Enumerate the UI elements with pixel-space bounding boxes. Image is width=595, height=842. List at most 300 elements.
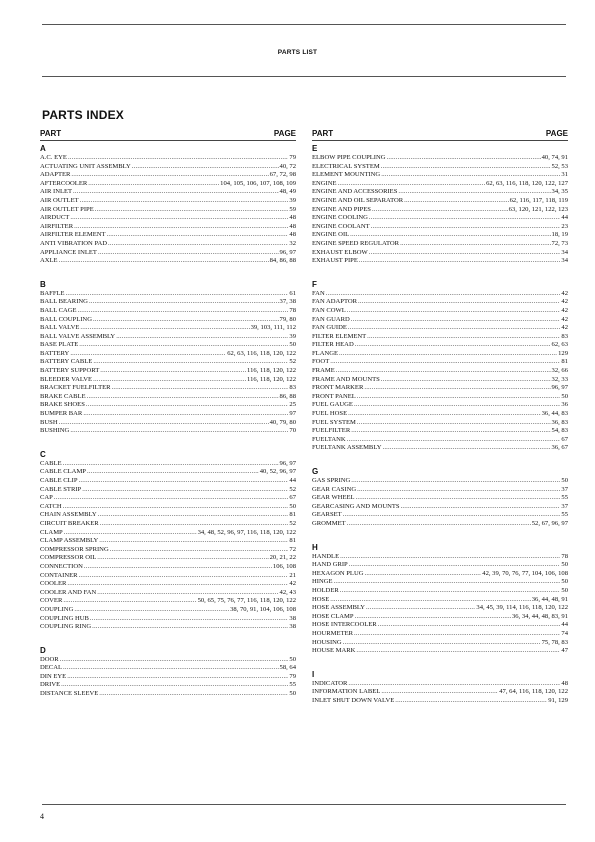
- entry-pages: 67, 72, 98: [269, 171, 296, 179]
- entry-name: CLAMP: [40, 528, 63, 536]
- entry-pages: 38: [289, 623, 296, 631]
- index-entry: [40, 615, 296, 624]
- dot-leader: [330, 596, 531, 605]
- dot-leader: [68, 154, 288, 163]
- entry-pages: 104, 105, 106, 107, 108, 109: [220, 179, 296, 187]
- entry-name: CABLE: [40, 459, 62, 467]
- dot-leader: [87, 393, 279, 402]
- index-entry: [312, 257, 568, 266]
- dot-leader: [382, 444, 550, 453]
- index-entry: [312, 570, 568, 579]
- entry-name: FAN ADAPTOR: [312, 298, 358, 306]
- entry-pages: 32, 33: [551, 375, 568, 383]
- index-column-right: [312, 129, 568, 705]
- entry-name: FILTER ELEMENT: [312, 332, 367, 340]
- entry-name: APPLIANCE INLET: [40, 248, 97, 256]
- index-entry: [40, 231, 296, 240]
- index-entry: [40, 358, 296, 367]
- index-section: [312, 542, 568, 656]
- dot-leader: [59, 419, 269, 428]
- entry-name: CHAIN ASSEMBLY: [40, 511, 97, 519]
- index-entry: [312, 477, 568, 486]
- column-header: [312, 129, 568, 141]
- dot-leader: [356, 494, 561, 503]
- entry-pages: 62, 63, 116, 118, 120, 122: [227, 349, 296, 357]
- dot-leader: [348, 410, 541, 419]
- entry-pages: 36, 44, 83: [541, 410, 568, 418]
- dot-leader: [326, 290, 561, 299]
- dot-leader: [86, 401, 289, 410]
- index-entry: [312, 553, 568, 562]
- dot-leader: [357, 393, 561, 402]
- entry-pages: 18, 19: [551, 231, 568, 239]
- entry-name: FUEL SYSTEM: [312, 418, 356, 426]
- entry-pages: 50: [289, 502, 296, 510]
- part-header: PART: [312, 129, 334, 138]
- entry-pages: 52: [289, 485, 296, 493]
- entry-name: AFTERCOOLER: [40, 179, 88, 187]
- entry-pages: 39: [289, 332, 296, 340]
- dot-leader: [369, 214, 561, 223]
- entry-pages: 75, 78, 83: [541, 638, 568, 646]
- index-entry: [312, 486, 568, 495]
- entry-name: COUPLING HUB: [40, 614, 89, 622]
- index-entry: [40, 384, 296, 393]
- index-entry: [40, 460, 296, 469]
- entry-name: FAN COWL: [312, 306, 346, 314]
- entry-name: ENGINE COOLING: [312, 214, 368, 222]
- dot-leader: [378, 621, 561, 630]
- dot-leader: [398, 188, 550, 197]
- entry-pages: 39: [289, 196, 296, 204]
- entry-pages: 59: [289, 205, 296, 213]
- index-entry: [312, 206, 568, 215]
- index-entry: [312, 410, 568, 419]
- dot-leader: [100, 367, 246, 376]
- dot-leader: [59, 257, 269, 266]
- entry-pages: 79: [289, 672, 296, 680]
- index-entry: [40, 494, 296, 503]
- dot-leader: [93, 376, 246, 385]
- index-entry: [312, 307, 568, 316]
- entry-pages: 81: [289, 537, 296, 545]
- index-entry: [312, 358, 568, 367]
- dot-leader: [99, 690, 288, 699]
- entry-name: ENGINE: [312, 179, 337, 187]
- entry-name: GEAR WHEEL: [312, 494, 355, 502]
- dot-leader: [98, 249, 279, 258]
- entry-pages: 50, 65, 75, 76, 77, 116, 118, 120, 122: [197, 597, 296, 605]
- section-letter: C: [40, 449, 46, 459]
- entry-name: DIN EYE: [40, 672, 67, 680]
- entry-name: BAFFLE: [40, 289, 65, 297]
- index-section: [40, 449, 296, 632]
- index-entry: [40, 589, 296, 598]
- entry-pages: 97: [289, 410, 296, 418]
- entry-pages: 23: [561, 222, 568, 230]
- dot-leader: [63, 664, 279, 673]
- dot-leader: [340, 587, 561, 596]
- entry-pages: 50: [561, 477, 568, 484]
- index-entry: [40, 307, 296, 316]
- index-entry: [40, 171, 296, 180]
- index-entry: [312, 180, 568, 189]
- entry-pages: 67: [561, 435, 568, 443]
- dot-leader: [88, 180, 219, 189]
- entry-name: DOOR: [40, 655, 59, 663]
- entry-pages: 34, 45, 39, 114, 116, 118, 120, 122: [476, 604, 568, 612]
- entry-name: GEARSET: [312, 511, 342, 519]
- entry-name: COOLER AND FAN: [40, 588, 97, 596]
- index-entry: [40, 180, 296, 189]
- dot-leader: [372, 206, 508, 215]
- entry-name: CONNECTION: [40, 562, 83, 570]
- entry-pages: 96, 97: [279, 248, 296, 256]
- entry-pages: 38: [289, 614, 296, 622]
- index-entry: [312, 333, 568, 342]
- entry-name: HAND GRIP: [312, 561, 348, 569]
- dot-leader: [107, 231, 289, 240]
- dot-leader: [369, 249, 561, 258]
- index-title: PARTS INDEX: [42, 108, 124, 122]
- entry-name: EXHAUST ELBOW: [312, 248, 368, 256]
- entry-pages: 62, 63, 116, 118, 120, 122, 127: [486, 179, 568, 187]
- dot-leader: [348, 324, 561, 333]
- entry-name: FLANGE: [312, 349, 339, 357]
- entry-name: ENGINE COOLANT: [312, 222, 370, 230]
- dot-leader: [357, 419, 551, 428]
- index-entry: [312, 688, 568, 697]
- dot-leader: [387, 154, 541, 163]
- dot-leader: [83, 410, 288, 419]
- entry-name: COUPLING: [40, 605, 74, 613]
- entry-name: BASE PLATE: [40, 341, 79, 349]
- entry-pages: 116, 118, 120, 122: [247, 367, 296, 375]
- entry-pages: 50: [289, 655, 296, 663]
- index-entry: [40, 206, 296, 215]
- dot-leader: [401, 503, 561, 512]
- index-entry: [40, 468, 296, 477]
- entry-name: COMPRESSOR SPRING: [40, 545, 109, 553]
- dot-leader: [71, 171, 268, 180]
- entry-name: BRACKET FUELFILTER: [40, 384, 111, 392]
- column-header: [40, 129, 296, 141]
- dot-leader: [351, 477, 560, 486]
- entry-name: HOLDER: [312, 586, 339, 594]
- index-entry: [312, 341, 568, 350]
- dot-leader: [343, 511, 561, 520]
- entry-name: FILTER HEAD: [312, 341, 354, 349]
- section-letter: I: [312, 669, 315, 679]
- entry-name: BUMPER BAR: [40, 410, 83, 418]
- entry-pages: 96, 97: [551, 384, 568, 392]
- index-entry: [312, 171, 568, 180]
- entry-name: ADAPTER: [40, 171, 71, 179]
- entry-pages: 48: [289, 214, 296, 222]
- dot-leader: [381, 163, 551, 172]
- dot-leader: [366, 604, 475, 613]
- entry-name: A.C. EYE: [40, 154, 67, 161]
- entry-pages: 50: [561, 392, 568, 400]
- entry-name: AIR INLET: [40, 188, 73, 196]
- index-entry: [312, 350, 568, 359]
- dot-leader: [356, 647, 560, 656]
- header-bottom-rule: [42, 76, 566, 77]
- entry-pages: 42: [561, 324, 568, 332]
- entry-name: FAN: [312, 289, 325, 297]
- entry-pages: 81: [561, 358, 568, 366]
- dot-leader: [63, 460, 279, 469]
- index-entry: [40, 520, 296, 529]
- entry-name: CIRCUIT BREAKER: [40, 519, 99, 527]
- entry-name: DECAL: [40, 664, 62, 672]
- index-entry: [312, 444, 568, 453]
- index-entry: [312, 613, 568, 622]
- entry-name: ELECTRICAL SYSTEM: [312, 162, 380, 170]
- index-entry: [312, 367, 568, 376]
- entry-pages: 52: [289, 519, 296, 527]
- entry-pages: 52: [289, 358, 296, 366]
- index-entry: [312, 436, 568, 445]
- dot-leader: [95, 206, 289, 215]
- index-entry: [312, 419, 568, 428]
- index-entry: [40, 410, 296, 419]
- dot-leader: [334, 578, 561, 587]
- entry-name: BATTERY: [40, 349, 70, 357]
- entry-name: ANTI VIBRATION PAD: [40, 239, 108, 247]
- entry-name: BALL VALVE ASSEMBLY: [40, 332, 116, 340]
- entry-name: BALL CAGE: [40, 306, 77, 314]
- entry-pages: 116, 118, 120, 122: [247, 375, 296, 383]
- index-entry: [312, 561, 568, 570]
- entry-pages: 37: [561, 485, 568, 493]
- index-entry: [312, 511, 568, 520]
- index-section: [40, 645, 296, 699]
- entry-pages: 40, 72: [279, 162, 296, 170]
- entry-name: GEARCASING AND MOUNTS: [312, 502, 400, 510]
- entry-pages: 32, 66: [551, 367, 568, 375]
- dot-leader: [93, 358, 288, 367]
- section-letter: F: [312, 279, 317, 289]
- entry-pages: 55: [289, 681, 296, 689]
- dot-leader: [132, 163, 279, 172]
- dot-leader: [60, 656, 289, 665]
- index-section: [40, 279, 296, 436]
- index-section: [312, 669, 568, 706]
- entry-name: CAP: [40, 494, 53, 502]
- entry-pages: 36, 34, 44, 48, 83, 91: [511, 612, 568, 620]
- entry-pages: 36, 44, 48, 91: [531, 595, 568, 603]
- entry-pages: 42: [561, 289, 568, 297]
- entry-name: COUPLING RING: [40, 623, 92, 631]
- entry-pages: 37, 38: [279, 298, 296, 306]
- dot-leader: [74, 223, 288, 232]
- index-entry: [40, 623, 296, 632]
- entry-pages: 58, 64: [279, 664, 296, 672]
- dot-leader: [381, 688, 498, 697]
- dot-leader: [67, 673, 288, 682]
- entry-pages: 40, 52, 96, 97: [259, 468, 296, 476]
- entry-pages: 72: [289, 545, 296, 553]
- entry-pages: 81: [289, 511, 296, 519]
- index-entry: [312, 621, 568, 630]
- entry-pages: 63, 120, 121, 122, 123: [508, 205, 568, 213]
- index-entry: [312, 494, 568, 503]
- entry-name: FRONT PANEL: [312, 392, 356, 400]
- index-section: [312, 279, 568, 453]
- section-letter: D: [40, 645, 46, 655]
- dot-leader: [79, 572, 289, 581]
- index-entry: [40, 240, 296, 249]
- entry-pages: 42, 39, 70, 76, 77, 104, 106, 108: [482, 569, 568, 577]
- index-entry: [40, 554, 296, 563]
- section-letter: A: [40, 144, 46, 153]
- entry-pages: 50: [561, 586, 568, 594]
- entry-name: GAS SPRING: [312, 477, 351, 484]
- index-section: [312, 466, 568, 529]
- entry-name: HOSE INTERCOOLER: [312, 621, 377, 629]
- entry-pages: 74: [561, 629, 568, 637]
- entry-name: BALL COUPLING: [40, 315, 92, 323]
- dot-leader: [338, 180, 486, 189]
- index-entry: [40, 290, 296, 299]
- entry-name: CATCH: [40, 502, 62, 510]
- index-entry: [312, 376, 568, 385]
- index-entry: [40, 249, 296, 258]
- dot-leader: [349, 561, 561, 570]
- index-entry: [312, 290, 568, 299]
- entry-pages: 36, 83: [551, 418, 568, 426]
- page-header: PAGE: [545, 129, 568, 138]
- entry-pages: 34, 35: [551, 188, 568, 196]
- index-entry: [40, 563, 296, 572]
- index-entry: [40, 188, 296, 197]
- index-entry: [312, 154, 568, 163]
- index-entry: [40, 197, 296, 206]
- index-entry: [312, 298, 568, 307]
- dot-leader: [400, 240, 550, 249]
- entry-pages: 44: [561, 214, 568, 222]
- index-entry: [40, 214, 296, 223]
- entry-name: ENGINE SPEED REGULATOR: [312, 239, 400, 247]
- dot-leader: [110, 546, 289, 555]
- entry-name: CABLE STRIP: [40, 485, 82, 493]
- section-letter: G: [312, 467, 319, 476]
- index-entry: [312, 240, 568, 249]
- entry-pages: 48, 49: [279, 188, 296, 196]
- dot-leader: [100, 520, 289, 529]
- entry-name: ACTUATING UNIT ASSEMBLY: [40, 162, 131, 170]
- entry-pages: 40, 79, 80: [269, 418, 296, 426]
- section-letter: B: [40, 279, 46, 289]
- entry-name: FUEL HOSE: [312, 410, 348, 418]
- index-entry: [40, 529, 296, 538]
- dot-leader: [70, 427, 288, 436]
- entry-pages: 42: [289, 580, 296, 588]
- entry-pages: 52, 67, 96, 97: [531, 519, 568, 527]
- entry-name: AIRFILTER: [40, 222, 74, 230]
- dot-leader: [98, 511, 289, 520]
- entry-pages: 48: [289, 222, 296, 230]
- index-entry: [40, 419, 296, 428]
- entry-name: FUELFILTER: [312, 427, 351, 435]
- entry-name: COMPRESSOR OIL: [40, 554, 97, 562]
- index-entry: [312, 197, 568, 206]
- entry-name: FRAME: [312, 367, 335, 375]
- dot-leader: [66, 290, 289, 299]
- dot-leader: [84, 563, 272, 572]
- entry-pages: 78: [289, 306, 296, 314]
- dot-leader: [364, 384, 550, 393]
- section-letter: H: [312, 542, 318, 552]
- dot-leader: [79, 477, 289, 486]
- dot-leader: [381, 376, 551, 385]
- index-entry: [40, 681, 296, 690]
- dot-leader: [343, 639, 541, 648]
- entry-pages: 31: [561, 171, 568, 179]
- dot-leader: [61, 681, 288, 690]
- entry-pages: 79: [289, 154, 296, 161]
- index-entry: [40, 257, 296, 266]
- entry-pages: 40, 74, 91: [541, 154, 568, 161]
- entry-name: COOLER: [40, 580, 67, 588]
- dot-leader: [381, 171, 560, 180]
- entry-name: FUELTANK: [312, 435, 346, 443]
- entry-name: EXHAUST PIPE: [312, 257, 358, 265]
- footer-rule: [42, 804, 566, 805]
- entry-pages: 36: [561, 401, 568, 409]
- index-entry: [40, 580, 296, 589]
- dot-leader: [97, 589, 278, 598]
- entry-pages: 34: [561, 248, 568, 256]
- index-entry: [40, 427, 296, 436]
- dot-leader: [93, 316, 279, 325]
- entry-pages: 67: [289, 494, 296, 502]
- dot-leader: [64, 529, 197, 538]
- dot-leader: [347, 436, 561, 445]
- index-entry: [40, 223, 296, 232]
- index-entry: [312, 393, 568, 402]
- running-header-title: PARTS LIST: [277, 49, 318, 56]
- dot-leader: [339, 350, 557, 359]
- entry-pages: 48: [289, 231, 296, 239]
- entry-pages: 32: [289, 239, 296, 247]
- index-entry: [40, 537, 296, 546]
- entry-pages: 42: [561, 315, 568, 323]
- index-entry: [312, 188, 568, 197]
- entry-name: DISTANCE SLEEVE: [40, 690, 99, 698]
- entry-pages: 34: [561, 257, 568, 265]
- entry-name: FUELTANK ASSEMBLY: [312, 444, 382, 452]
- index-entry: [312, 163, 568, 172]
- entry-pages: 50: [289, 690, 296, 698]
- page-header: PAGE: [273, 129, 296, 138]
- dot-leader: [354, 401, 560, 410]
- dot-leader: [82, 486, 288, 495]
- index-entry: [40, 401, 296, 410]
- dot-leader: [358, 298, 560, 307]
- index-entry: [40, 477, 296, 486]
- index-entry: [312, 596, 568, 605]
- index-entry: [40, 154, 296, 163]
- dot-leader: [404, 197, 508, 206]
- entry-pages: 62, 63: [551, 341, 568, 349]
- index-entry: [312, 316, 568, 325]
- dot-leader: [97, 554, 268, 563]
- index-entry: [40, 606, 296, 615]
- dot-leader: [78, 307, 289, 316]
- dot-leader: [354, 630, 560, 639]
